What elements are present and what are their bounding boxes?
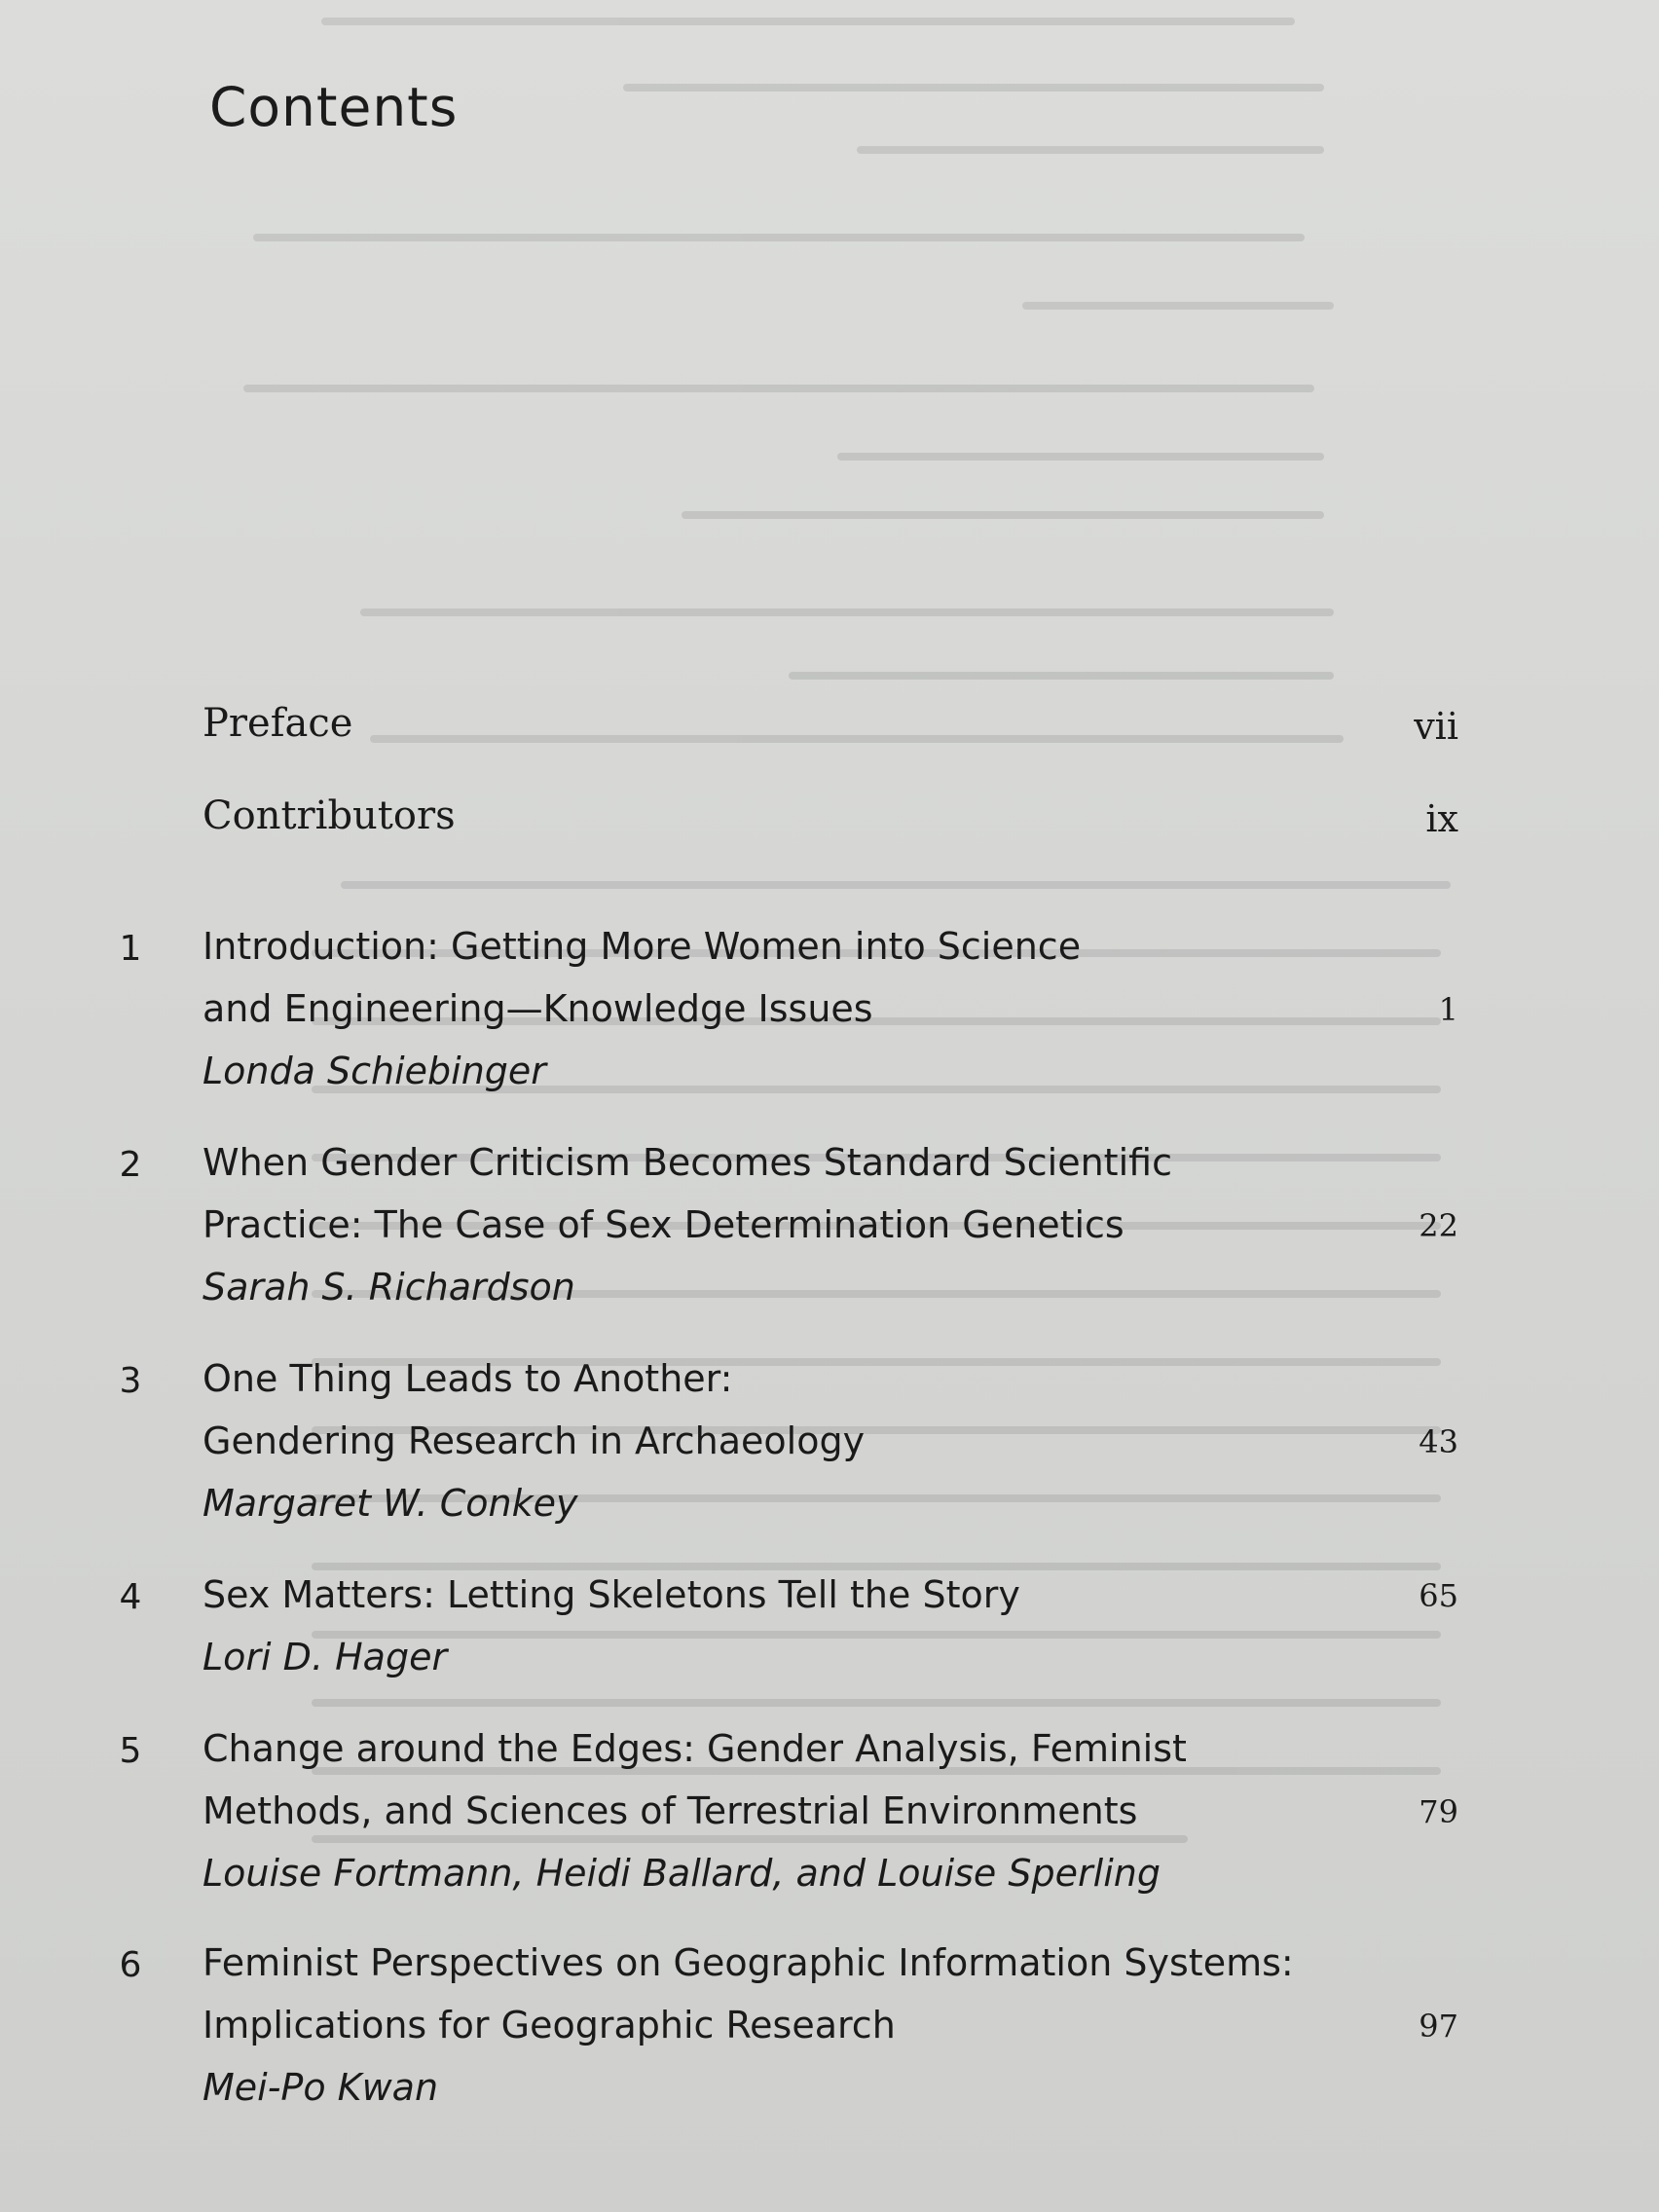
chapter-title-line: and Engineering—Knowledge Issues [203, 987, 873, 1030]
chapter-text [203, 1564, 1410, 1688]
chapter-number: 3 [119, 1361, 142, 1401]
page-title: Contents [209, 76, 459, 138]
chapter-title-line: When Gender Criticism Becomes Standard Scientific [203, 1141, 1172, 1184]
chapter-title-line: Implications for Geographic Research [203, 2004, 896, 2046]
front-matter-label: Contributors [203, 793, 456, 838]
chapter-number: 2 [119, 1145, 142, 1185]
chapter-number: 4 [119, 1577, 142, 1617]
chapter-text [203, 1347, 1410, 1534]
chapter-page-number: 79 [1419, 1793, 1458, 1830]
chapter-author: Mei-Po Kwan [203, 2066, 439, 2109]
chapter-number: 1 [119, 929, 142, 969]
chapter-text [203, 1932, 1410, 2119]
chapter-page-number: 1 [1438, 991, 1458, 1028]
chapter-text [203, 1717, 1410, 1904]
chapter-author: Londa Schiebinger [203, 1050, 546, 1092]
chapter-text [203, 1131, 1410, 1318]
chapter-title-line: Practice: The Case of Sex Determination Genetics [203, 1203, 1124, 1246]
toc-front-matter-preface [0, 701, 1659, 759]
chapter-author: Margaret W. Conkey [203, 1482, 578, 1525]
chapter-page-number: 65 [1419, 1577, 1458, 1614]
chapter-title-line: Introduction: Getting More Women into Science [203, 925, 1082, 968]
chapter-text [203, 915, 1410, 1102]
chapter-number: 6 [119, 1945, 142, 1985]
toc-front-matter-contributors [0, 793, 1659, 852]
chapter-page-number: 22 [1419, 1207, 1458, 1244]
chapter-author: Sarah S. Richardson [203, 1266, 575, 1309]
front-matter-page: vii [1414, 705, 1458, 748]
chapter-page-number: 97 [1419, 2008, 1458, 2045]
chapter-title-line: Feminist Perspectives on Geographic Information Systems: [203, 1941, 1294, 1984]
front-matter-label: Preface [203, 701, 353, 746]
chapter-title-line: Change around the Edges: Gender Analysis, Feminist [203, 1727, 1187, 1770]
chapter-title-line: One Thing Leads to Another: [203, 1357, 733, 1400]
chapter-title-line: Methods, and Sciences of Terrestrial Environments [203, 1789, 1138, 1832]
chapter-page-number: 43 [1419, 1423, 1458, 1460]
chapter-author: Louise Fortmann, Heidi Ballard, and Louise Sperling [203, 1852, 1161, 1895]
chapter-number: 5 [119, 1731, 142, 1771]
chapter-title-line: Gendering Research in Archaeology [203, 1419, 866, 1462]
front-matter-page: ix [1425, 797, 1458, 840]
chapter-title-line: Sex Matters: Letting Skeletons Tell the Story [203, 1573, 1020, 1616]
chapter-author: Lori D. Hager [203, 1636, 448, 1678]
